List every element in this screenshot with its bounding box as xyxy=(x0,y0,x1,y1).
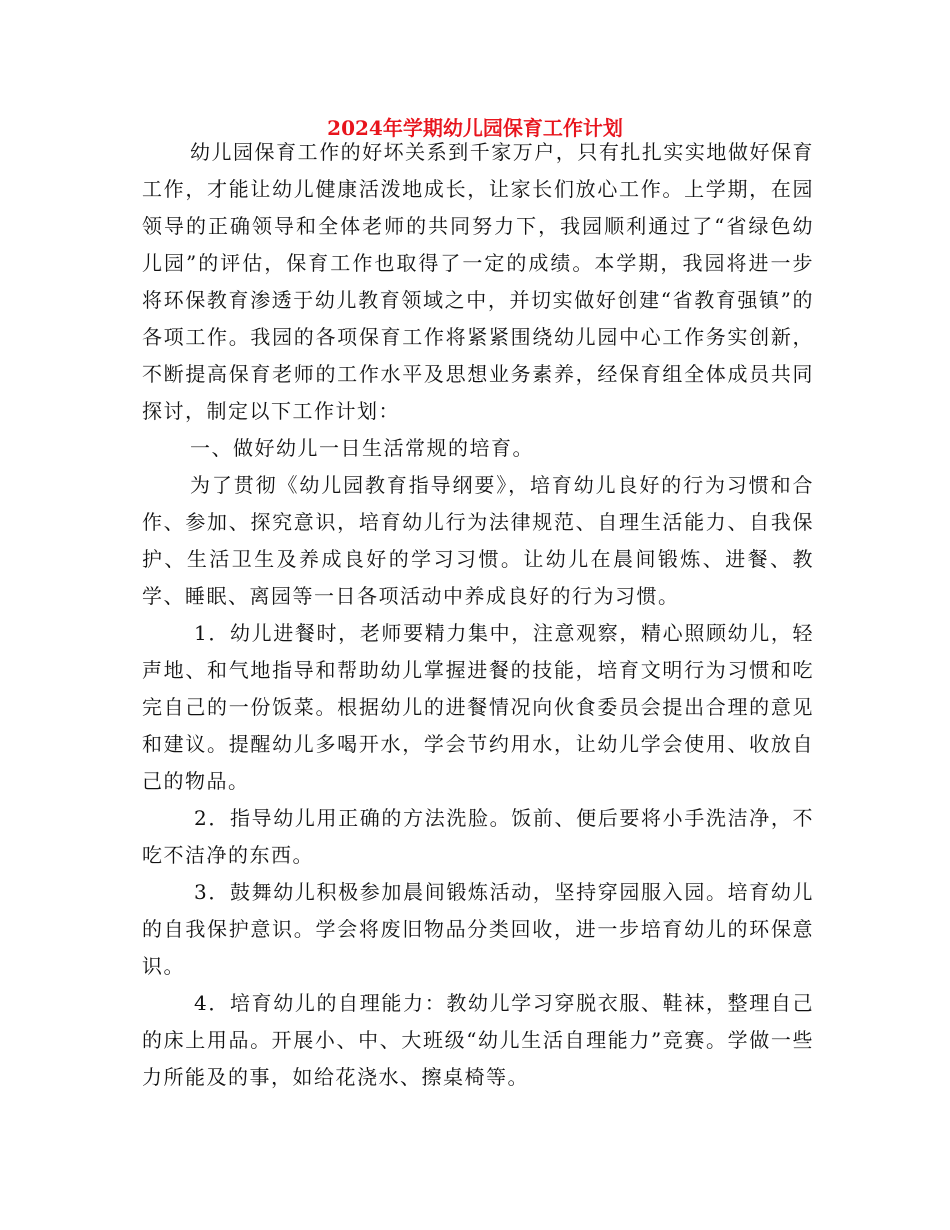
document-body xyxy=(142,134,814,1096)
list-item-1: 1．幼儿进餐时，老师要精力集中，注意观察，精心照顾幼儿，轻声地、和气地指导和帮助幼儿掌握进餐的技能，培育文明行为习惯和吃完自己的一份饭菜。根据幼儿的进餐情况向伙食委员会提出合理的意见和建议。提醒幼儿多喝开水，学会节约用水，让幼儿学会使用、收放自己的物品。 xyxy=(142,621,814,793)
section-1-paragraph: 为了贯彻《幼儿园教育指导纲要》，培育幼儿良好的行为习惯和合作、参加、探究意识，培育幼儿行为法律规范、自理生活能力、自我保护、生活卫生及养成良好的学习习惯。让幼儿在晨间锻炼、进餐、教学、睡眠、离园等一日各项活动中养成良好的行为习惯。 xyxy=(142,473,814,608)
list-item-2: 2．指导幼儿用正确的方法洗脸。饭前、便后要将小手洗洁净，不吃不洁净的东西。 xyxy=(142,806,814,867)
list-item-3: 3．鼓舞幼儿积极参加晨间锻炼活动，坚持穿园服入园。培育幼儿的自我保护意识。学会将废旧物品分类回收，进一步培育幼儿的环保意识。 xyxy=(142,880,814,978)
list-item-4: 4．培育幼儿的自理能力：教幼儿学习穿脱衣服、鞋袜，整理自己的床上用品。开展小、中、大班级“幼儿生活自理能力”竞赛。学做一些力所能及的事，如给花浇水、擦桌椅等。 xyxy=(142,991,814,1089)
section-heading-1: 一、做好幼儿一日生活常规的培育。 xyxy=(190,436,534,460)
document-title: 2024年学期幼儿园保育工作计划 xyxy=(327,116,623,140)
intro-paragraph: 幼儿园保育工作的好坏关系到千家万户，只有扎扎实实地做好保育工作，才能让幼儿健康活泼地成长，让家长们放心工作。上学期，在园领导的正确领导和全体老师的共同努力下，我园顺利通过了“省绿色幼儿园”的评估，保育工作也取得了一定的成绩。本学期，我园将进一步将环保教育渗透于幼儿教育领域之中，并切实做好创建“省教育强镇”的各项工作。我园的各项保育工作将紧紧围绕幼儿园中心工作务实创新，不断提高保育老师的工作水平及思想业务素养，经保育组全体成员共同探讨，制定以下工作计划： xyxy=(142,140,814,423)
